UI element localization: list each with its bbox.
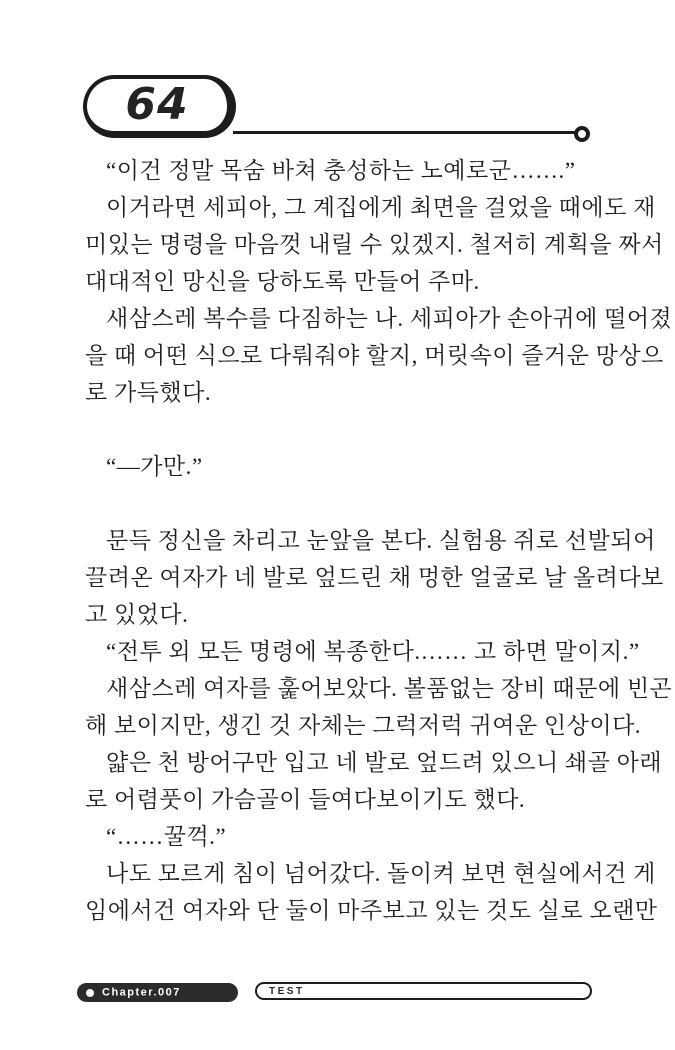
text-line: 문득 정신을 차리고 눈앞을 본다. 실험용 쥐로 선발되어 [106,528,656,553]
text-line: 새삼스레 복수를 다짐하는 나. 세피아가 손아귀에 떨어졌 [106,306,673,331]
page-number-badge [83,75,236,138]
text-line: “—가만.” [106,454,203,479]
blank-line [85,411,591,448]
chapter-tab [77,983,238,1002]
text-line: “전투 외 모든 명령에 복종한다.…… 고 하면 말이지.” [106,639,640,664]
text-line: 이거라면 세피아, 그 계집에게 최면을 걸었을 때에도 재 [106,195,656,220]
text-line: 미있는 명령을 마음껏 내릴 수 있겠지. 철저히 계획을 짜서 [85,232,664,257]
book-title-tab [255,982,592,1000]
line-end-ring-icon [574,126,590,142]
text-line: “……꿀꺽.” [106,824,227,849]
book-title-label: TEST [269,985,305,997]
text-line: “이건 정말 목숨 바쳐 충성하는 노예로군…….” [106,158,576,183]
text-line: 로 어렴풋이 가슴골이 들여다보이기도 했다. [85,787,526,812]
text-line: 대대적인 망신을 당하도록 만들어 주마. [85,269,480,294]
text-block [85,152,673,929]
text-line: 나도 모르게 침이 넘어갔다. 돌이켜 보면 현실에서건 게 [106,861,656,886]
text-line: 얇은 천 방어구만 입고 네 발로 엎드려 있으니 쇄골 아래 [106,750,663,775]
chapter-label: Chapter.007 [102,986,181,998]
text-line: 해 보이지만, 생긴 것 자체는 그럭저럭 귀여운 인상이다. [85,713,642,738]
blank-line [85,485,591,522]
page-number: 64 [125,78,189,130]
text-line: 끌려온 여자가 네 발로 엎드린 채 멍한 얼굴로 날 올려다보 [85,565,664,590]
text-line: 임에서건 여자와 단 둘이 마주보고 있는 것도 실로 오랜만 [85,898,658,923]
text-line: 새삼스레 여자를 훑어보았다. 볼품없는 장비 때문에 빈곤 [106,676,673,701]
text-line: 고 있었다. [85,602,189,627]
bullet-dot-icon [86,989,94,997]
text-line: 을 때 어떤 식으로 다뤄줘야 할지, 머릿속이 즐거운 망상으 [85,343,664,368]
header-rule [233,131,576,134]
text-line: 로 가득했다. [85,380,212,405]
